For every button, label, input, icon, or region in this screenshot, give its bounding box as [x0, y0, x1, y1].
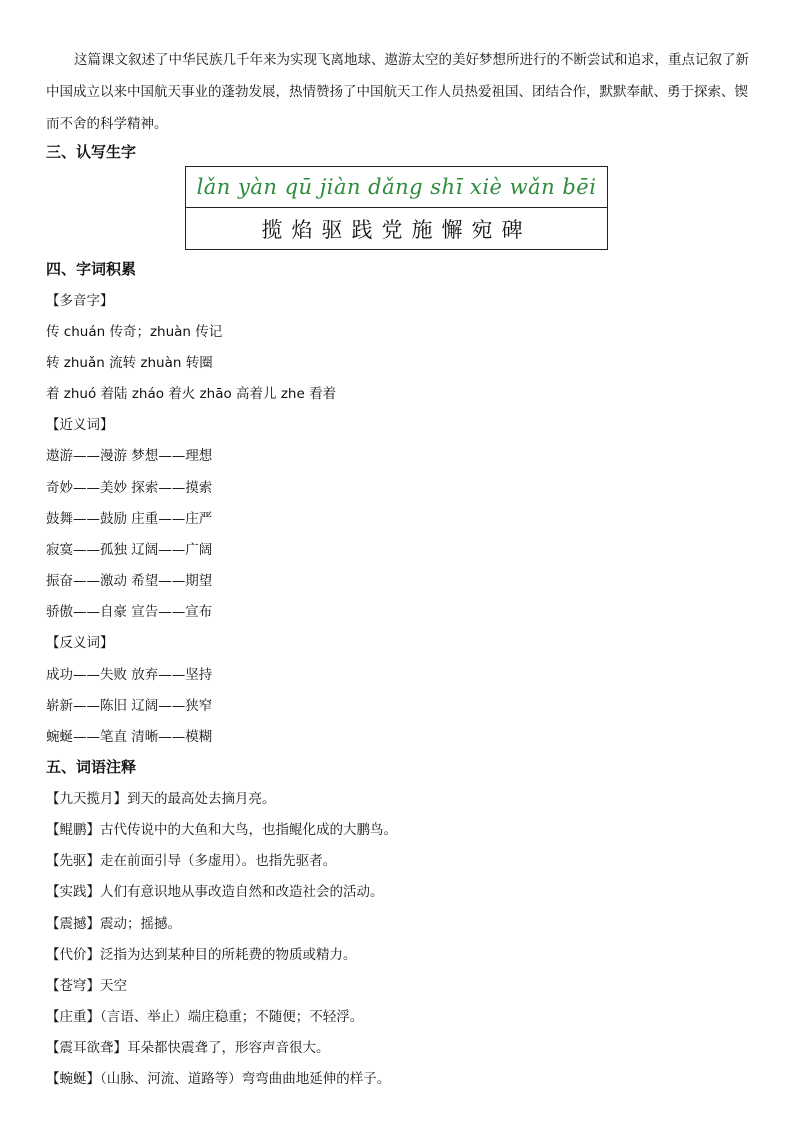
- glossary-item: 【蜿蜒】（山脉、河流、道路等）弯弯曲曲地延伸的样子。: [46, 1071, 391, 1087]
- glossary-item: 【九天揽月】到天的最高处去摘月亮。: [46, 791, 276, 807]
- glossary-item: 【震耳欲聋】耳朵都快震聋了，形容声音很大。: [46, 1040, 330, 1056]
- list-item: 着 zhuó 着陆 zháo 着火 zhāo 高着儿 zhe 看着: [46, 386, 337, 402]
- list-item: 奇妙——美妙 探索——摸索: [46, 480, 213, 496]
- list-item: 鼓舞——鼓励 庄重——庄严: [46, 511, 213, 527]
- characters-row: 揽焰驱践党施懈宛碑: [261, 217, 532, 242]
- intro-paragraph: 这篇课文叙述了中华民族几千年来为实现飞离地球、遨游太空的美好梦想所进行的不断尝试和追求，重点记叙了新中国成立以来中国航天事业的蓬勃发展，热情赞扬了中国航天工作人员热爱祖国、团结合作，默默奉献、勇于探索、锲而不舍的科学精神。: [46, 52, 749, 132]
- glossary-item: 【震撼】震动；摇撼。: [46, 916, 181, 932]
- section3-heading: 三、认写生字: [46, 143, 137, 161]
- list-item: 遨游——漫游 梦想——理想: [46, 448, 213, 464]
- glossary-item: 【鲲鹏】古代传说中的大鱼和大鸟，也指鲲化成的大鹏鸟。: [46, 822, 397, 838]
- list-item: 崭新——陈旧 辽阔——狭窄: [46, 698, 213, 714]
- list-item: 成功——失败 放弃——坚持: [46, 667, 213, 683]
- glossary-item: 【实践】人们有意识地从事改造自然和改造社会的活动。: [46, 884, 384, 900]
- list-item: 振奋——激动 希望——期望: [46, 573, 213, 589]
- antonym-label: 【反义词】: [46, 635, 114, 651]
- pinyin-row: lǎn yàn qū jiàn dǎng shī xiè wǎn bēi: [186, 167, 607, 208]
- list-item: 骄傲——自豪 宣告——宣布: [46, 604, 213, 620]
- synonym-label: 【近义词】: [46, 417, 114, 433]
- glossary-item: 【代价】泛指为达到某种目的所耗费的物质或精力。: [46, 947, 357, 963]
- list-item: 蜿蜒——笔直 清晰——模糊: [46, 729, 213, 745]
- pinyin-table: [185, 166, 608, 250]
- glossary-item: 【庄重】（言语、举止）端庄稳重；不随便；不轻浮。: [46, 1009, 364, 1025]
- polyphone-label: 【多音字】: [46, 293, 114, 309]
- list-item: 转 zhuǎn 流转 zhuàn 转圈: [46, 355, 213, 371]
- glossary-item: 【先驱】走在前面引导（多虚用）。也指先驱者。: [46, 853, 337, 869]
- glossary-item: 【苍穹】天空: [46, 978, 127, 994]
- list-item: 寂寞——孤独 辽阔——广阔: [46, 542, 213, 558]
- section4-heading: 四、字词积累: [46, 260, 137, 278]
- list-item: 传 chuán 传奇；zhuàn 传记: [46, 324, 223, 340]
- section5-heading: 五、词语注释: [46, 758, 137, 776]
